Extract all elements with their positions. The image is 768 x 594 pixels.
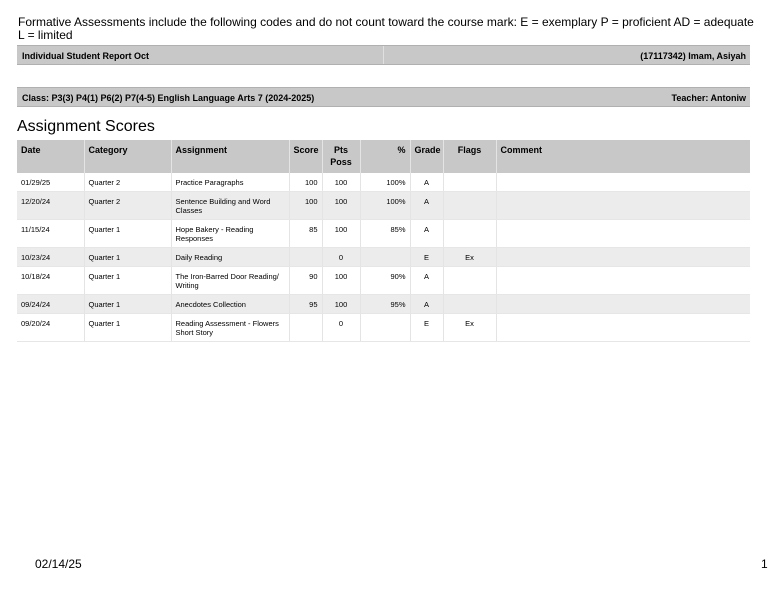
col-flags: Flags bbox=[443, 140, 496, 173]
cell-pts-poss: 100 bbox=[322, 173, 360, 192]
cell-category: Quarter 2 bbox=[84, 192, 171, 220]
table-header-row bbox=[17, 140, 750, 173]
cell-comment bbox=[496, 220, 750, 248]
col-percent: % bbox=[360, 140, 410, 173]
table-row bbox=[17, 295, 750, 314]
cell-percent: 95% bbox=[360, 295, 410, 314]
col-date: Date bbox=[17, 140, 84, 173]
cell-comment bbox=[496, 295, 750, 314]
cell-date: 09/24/24 bbox=[17, 295, 84, 314]
cell-category: Quarter 2 bbox=[84, 173, 171, 192]
cell-category: Quarter 1 bbox=[84, 295, 171, 314]
cell-percent: 90% bbox=[360, 267, 410, 295]
cell-score: 100 bbox=[289, 173, 322, 192]
cell-flags bbox=[443, 192, 496, 220]
cell-score: 85 bbox=[289, 220, 322, 248]
student-name: (17117342) Imam, Asiyah bbox=[640, 51, 746, 61]
report-header-bar bbox=[17, 45, 750, 65]
cell-comment bbox=[496, 192, 750, 220]
cell-category: Quarter 1 bbox=[84, 248, 171, 267]
assignment-scores-table bbox=[17, 140, 750, 342]
cell-category: Quarter 1 bbox=[84, 220, 171, 248]
cell-comment bbox=[496, 173, 750, 192]
cell-assignment: The Iron-Barred Door Reading/ Writing bbox=[171, 267, 289, 295]
cell-grade: A bbox=[410, 173, 443, 192]
cell-category: Quarter 1 bbox=[84, 314, 171, 342]
cell-percent bbox=[360, 314, 410, 342]
cell-date: 01/29/25 bbox=[17, 173, 84, 192]
table-row bbox=[17, 173, 750, 192]
cell-flags bbox=[443, 295, 496, 314]
cell-percent bbox=[360, 248, 410, 267]
col-score: Score bbox=[289, 140, 322, 173]
table-row bbox=[17, 248, 750, 267]
teacher-name: Teacher: Antoniw bbox=[671, 93, 746, 103]
page-number: 1 bbox=[761, 557, 768, 571]
cell-date: 12/20/24 bbox=[17, 192, 84, 220]
formative-assessment-note: Formative Assessments include the following codes and do not count toward the course mark: E = exemplary P = proficient AD = adequate L = limited bbox=[18, 15, 754, 42]
cell-grade: E bbox=[410, 314, 443, 342]
cell-pts-poss: 0 bbox=[322, 248, 360, 267]
cell-flags bbox=[443, 220, 496, 248]
cell-percent: 85% bbox=[360, 220, 410, 248]
cell-flags: Ex bbox=[443, 314, 496, 342]
cell-percent: 100% bbox=[360, 173, 410, 192]
table-row bbox=[17, 192, 750, 220]
cell-grade: A bbox=[410, 192, 443, 220]
cell-grade: E bbox=[410, 248, 443, 267]
cell-score bbox=[289, 248, 322, 267]
cell-pts-poss: 100 bbox=[322, 295, 360, 314]
cell-assignment: Hope Bakery - Reading Responses bbox=[171, 220, 289, 248]
cell-score: 95 bbox=[289, 295, 322, 314]
cell-score: 90 bbox=[289, 267, 322, 295]
class-header-bar bbox=[17, 87, 750, 107]
cell-flags: Ex bbox=[443, 248, 496, 267]
cell-pts-poss: 100 bbox=[322, 220, 360, 248]
header-divider bbox=[383, 46, 384, 64]
cell-grade: A bbox=[410, 220, 443, 248]
cell-assignment: Daily Reading bbox=[171, 248, 289, 267]
cell-date: 11/15/24 bbox=[17, 220, 84, 248]
cell-assignment: Practice Paragraphs bbox=[171, 173, 289, 192]
section-title: Assignment Scores bbox=[17, 118, 155, 135]
cell-date: 10/18/24 bbox=[17, 267, 84, 295]
col-assignment: Assignment bbox=[171, 140, 289, 173]
table-row bbox=[17, 267, 750, 295]
table-row bbox=[17, 220, 750, 248]
cell-pts-poss: 100 bbox=[322, 267, 360, 295]
cell-date: 09/20/24 bbox=[17, 314, 84, 342]
footer-date: 02/14/25 bbox=[35, 557, 82, 571]
cell-percent: 100% bbox=[360, 192, 410, 220]
cell-assignment: Reading Assessment - Flowers Short Story bbox=[171, 314, 289, 342]
cell-grade: A bbox=[410, 267, 443, 295]
col-pts-poss: Pts Poss bbox=[322, 140, 360, 173]
cell-comment bbox=[496, 248, 750, 267]
cell-grade: A bbox=[410, 295, 443, 314]
cell-score: 100 bbox=[289, 192, 322, 220]
cell-flags bbox=[443, 173, 496, 192]
cell-assignment: Sentence Building and Word Classes bbox=[171, 192, 289, 220]
cell-flags bbox=[443, 267, 496, 295]
table-row bbox=[17, 314, 750, 342]
report-title: Individual Student Report Oct bbox=[22, 51, 150, 61]
col-category: Category bbox=[84, 140, 171, 173]
cell-category: Quarter 1 bbox=[84, 267, 171, 295]
class-name: Class: P3(3) P4(1) P6(2) P7(4-5) English Language Arts 7 (2024-2025) bbox=[22, 93, 315, 103]
cell-comment bbox=[496, 267, 750, 295]
cell-pts-poss: 0 bbox=[322, 314, 360, 342]
cell-score bbox=[289, 314, 322, 342]
col-grade: Grade bbox=[410, 140, 443, 173]
col-comment: Comment bbox=[496, 140, 750, 173]
cell-date: 10/23/24 bbox=[17, 248, 84, 267]
cell-comment bbox=[496, 314, 750, 342]
cell-assignment: Anecdotes Collection bbox=[171, 295, 289, 314]
cell-pts-poss: 100 bbox=[322, 192, 360, 220]
